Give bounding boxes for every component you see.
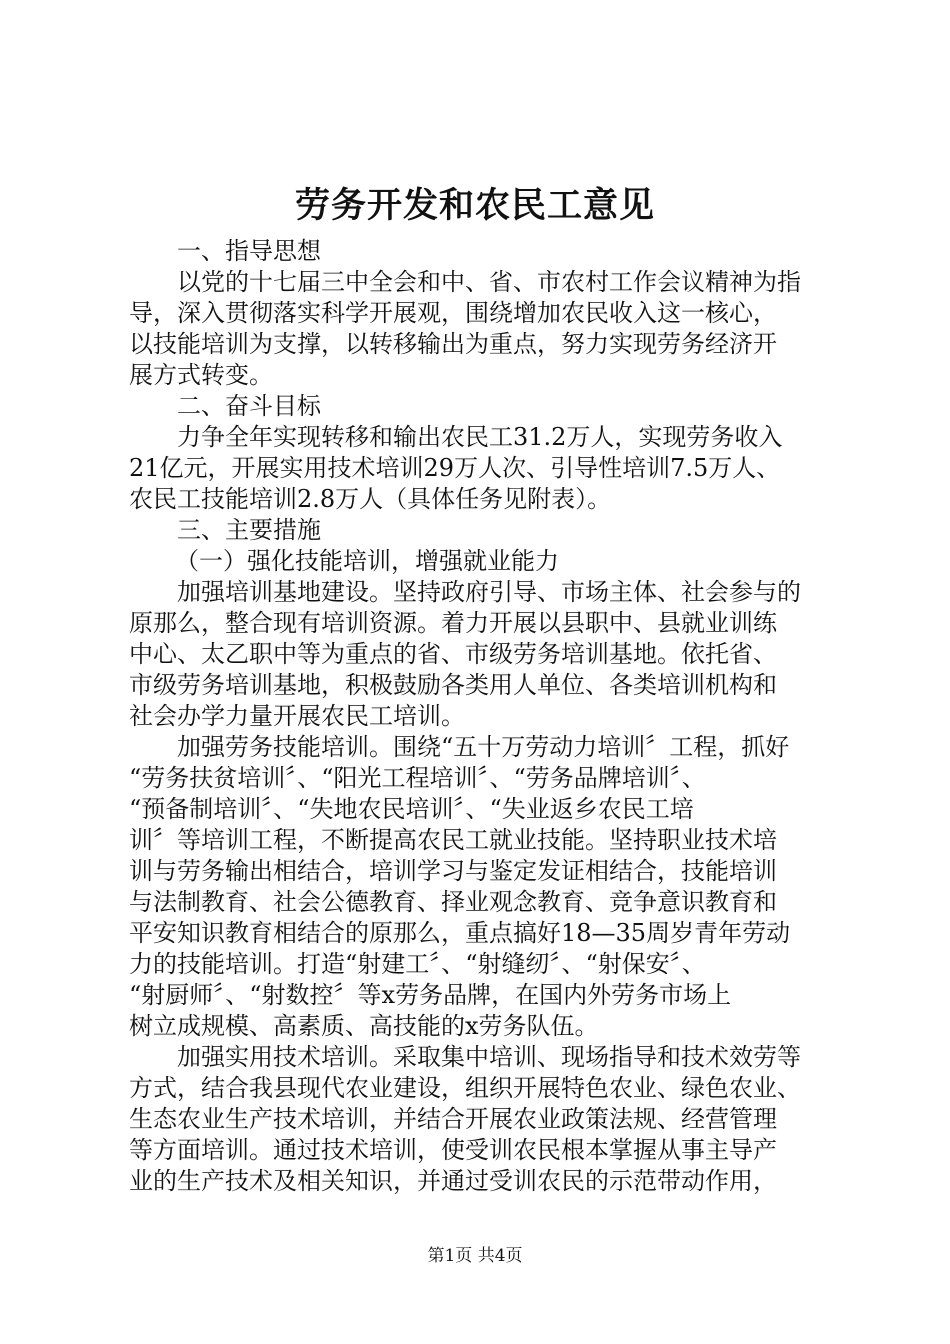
- paragraph-line: 加强培训基地建设。坚持政府引导、市场主体、社会参与的: [177, 578, 801, 606]
- paragraph-line: 21亿元，开展实用技术培训29万人次、引导性培训7.5万人、: [129, 454, 781, 482]
- paragraph-line: 展方式转变。: [129, 361, 273, 389]
- document-title: 劳务开发和农民工意见: [294, 185, 655, 226]
- paragraph-line: 以党的十七届三中全会和中、省、市农村工作会议精神为指: [177, 268, 801, 296]
- section-heading: 一、指导思想: [177, 237, 321, 265]
- paragraph-line: 社会办学力量开展农民工培训。: [129, 702, 465, 730]
- document-body: [129, 236, 829, 1197]
- paragraph-line: 树立成规模、高素质、高技能的x劳务队伍。: [129, 1012, 599, 1040]
- paragraph-line: 市级劳务培训基地，积极鼓励各类用人单位、各类培训机构和: [129, 671, 777, 699]
- paragraph-line: 原那么，整合现有培训资源。着力开展以县职中、县就业训练: [129, 609, 777, 637]
- paragraph-line: 业的生产技术及相关知识，并通过受训农民的示范带动作用，: [129, 1167, 777, 1195]
- paragraph-line: 以技能培训为支撑，以转移输出为重点，努力实现劳务经济开: [129, 330, 777, 358]
- paragraph-line: 导，深入贯彻落实科学开展观，围绕增加农民收入这一核心，: [129, 299, 777, 327]
- paragraph-line: 训〞等培训工程，不断提高农民工就业技能。坚持职业技术培: [129, 826, 777, 854]
- page-footer: 第1页 共4页: [427, 1246, 523, 1266]
- paragraph-line: 方式，结合我县现代农业建设，组织开展特色农业、绿色农业、: [129, 1074, 801, 1102]
- paragraph-line: 生态农业生产技术培训，并结合开展农业政策法规、经营管理: [129, 1105, 777, 1133]
- paragraph-line: 平安知识教育相结合的原那么，重点搞好18—35周岁青年劳动: [129, 919, 791, 947]
- paragraph-line: “射厨师〞、“射数控〞等x劳务品牌，在国内外劳务市场上: [129, 981, 732, 1009]
- paragraph-line: 训与劳务输出相结合，培训学习与鉴定发证相结合，技能培训: [129, 857, 777, 885]
- paragraph-line: 农民工技能培训2.8万人（具体任务见附表）。: [129, 485, 612, 513]
- paragraph-line: 力的技能培训。打造“射建工〞、“射缝纫〞、“射保安〞、: [129, 950, 706, 978]
- paragraph-line: 力争全年实现转移和输出农民工31.2万人，实现劳务收入: [177, 423, 783, 451]
- paragraph-line: 加强实用技术培训。采取集中培训、现场指导和技术效劳等: [177, 1043, 801, 1071]
- paragraph-line: “劳务扶贫培训〞、“阳光工程培训〞、“劳务品牌培训〞、: [129, 764, 706, 792]
- paragraph-line: “预备制培训〞、“失地农民培训〞、“失业返乡农民工培: [129, 795, 694, 823]
- section-heading: 二、奋斗目标: [177, 392, 321, 420]
- paragraph-line: 中心、太乙职中等为重点的省、市级劳务培训基地。依托省、: [129, 640, 777, 668]
- paragraph-line: 与法制教育、社会公德教育、择业观念教育、竞争意识教育和: [129, 888, 777, 916]
- section-heading: 三、主要措施: [177, 516, 321, 544]
- subsection-heading: （一）强化技能培训，增强就业能力: [175, 547, 559, 575]
- paragraph-line: 加强劳务技能培训。围绕“五十万劳动力培训〞工程，抓好: [177, 733, 790, 761]
- paragraph-line: 等方面培训。通过技术培训，使受训农民根本掌握从事主导产: [129, 1136, 777, 1164]
